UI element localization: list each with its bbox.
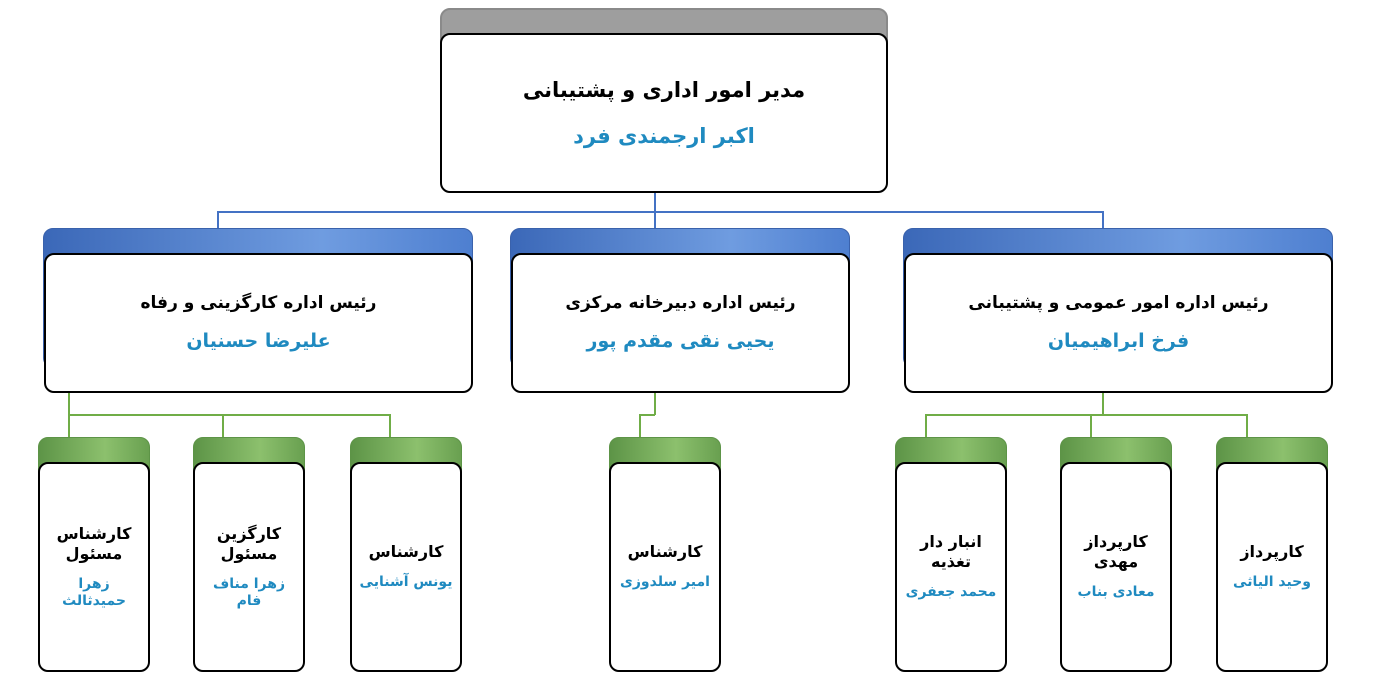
node-staff-1-3-person: یونس آشنایی [359, 574, 453, 591]
node-dept-2-card[interactable] [511, 253, 850, 393]
connector-to-staff-1-3 [389, 414, 391, 438]
node-staff-1-2[interactable] [170, 437, 305, 672]
node-staff-1-2-title: کارگزین مسئول [216, 523, 282, 563]
node-root-person: اکبر ارجمندی فرد [573, 124, 755, 148]
connector-dept-2-bus [639, 414, 655, 416]
node-staff-3-3-card[interactable] [1216, 462, 1328, 672]
node-dept-1[interactable] [18, 228, 473, 393]
node-staff-1-2-person: زهرا مناف فام [212, 575, 286, 609]
node-staff-2-1-card[interactable] [609, 462, 721, 672]
node-staff-3-3-title: کارپرداز [1240, 542, 1304, 562]
connector-dept-2-stem [654, 390, 656, 415]
node-dept-3-card[interactable] [904, 253, 1333, 393]
node-dept-2-title: رئیس اداره دبیرخانه مرکزی [565, 292, 796, 313]
node-staff-3-3[interactable] [1193, 437, 1328, 672]
node-staff-3-1-card[interactable] [895, 462, 1007, 672]
node-staff-3-2-card[interactable] [1060, 462, 1172, 672]
node-dept-1-title: رئیس اداره کارگزینی و رفاه [140, 292, 377, 313]
node-staff-2-1-title: کارشناس [627, 542, 703, 562]
connector-to-staff-3-1 [925, 414, 927, 438]
node-dept-2[interactable] [485, 228, 850, 393]
connector-dept-1-stem [68, 390, 70, 415]
node-staff-1-3-card[interactable] [350, 462, 462, 672]
node-staff-3-1-person: محمد جعفری [905, 584, 997, 601]
connector-dept-3-stem [1102, 390, 1104, 415]
node-staff-1-1-title: کارشناس مسئول [56, 523, 132, 563]
node-staff-3-3-person: وحید الیاثی [1233, 574, 1311, 591]
node-staff-1-1-person: زهرا حمیدثالث [62, 575, 126, 609]
node-dept-3-person: فرخ ابراهیمیان [1047, 329, 1190, 352]
node-staff-1-2-card[interactable] [193, 462, 305, 672]
node-dept-3[interactable] [878, 228, 1333, 393]
connector-to-staff-2-1 [639, 414, 641, 438]
node-staff-1-3-title: کارشناس [368, 542, 444, 562]
node-staff-1-1[interactable] [15, 437, 150, 672]
node-dept-1-card[interactable] [44, 253, 473, 393]
node-root-title: مدیر امور اداری و پشتیبانی [522, 77, 806, 102]
node-staff-1-3[interactable] [327, 437, 462, 672]
node-staff-1-1-card[interactable] [38, 462, 150, 672]
connector-to-staff-3-2 [1090, 414, 1092, 438]
node-staff-3-1[interactable] [872, 437, 1007, 672]
node-dept-1-person: علیرضا حسنیان [186, 329, 331, 352]
node-staff-3-1-title: انبار دار تغذیه [920, 532, 982, 572]
node-staff-3-2-person: معادی بناب [1077, 584, 1155, 601]
node-root[interactable] [418, 8, 888, 193]
node-root-card[interactable] [440, 33, 888, 193]
node-staff-2-1-person: امیر سلدوزی [620, 574, 710, 591]
node-staff-3-2-title: کارپرداز مهدی [1084, 532, 1148, 572]
node-dept-3-title: رئیس اداره امور عمومی و پشتیبانی [968, 292, 1269, 313]
node-staff-3-2[interactable] [1037, 437, 1172, 672]
node-staff-2-1[interactable] [586, 437, 721, 672]
connector-to-staff-3-3 [1246, 414, 1248, 438]
connector-to-staff-1-1 [68, 414, 70, 438]
connector-to-staff-1-2 [222, 414, 224, 438]
connector-dept-1-bus [68, 414, 390, 416]
connector-dept-3-bus [925, 414, 1247, 416]
node-dept-2-person: یحیی نقی مقدم پور [586, 329, 775, 352]
connector-level2-bus [217, 211, 1103, 213]
